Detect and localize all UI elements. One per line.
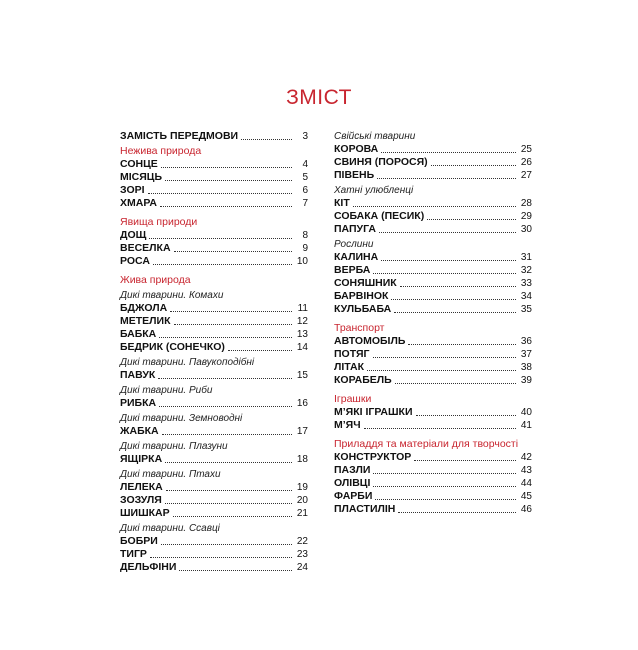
toc-entry-label: ЯЩІРКА	[120, 453, 163, 465]
toc-entry	[120, 535, 308, 548]
toc-entry-page: 23	[296, 549, 308, 560]
toc-entry-page: 34	[520, 291, 532, 302]
toc-subsection-heading: Дикі тварини. Ссавці	[120, 523, 220, 534]
toc-entry-page: 22	[296, 536, 308, 547]
toc-entry-label: РИБКА	[120, 397, 157, 409]
toc-entry	[334, 464, 532, 477]
toc-entry-page: 35	[520, 304, 532, 315]
toc-subsection-heading: Дикі тварини. Плазуни	[120, 441, 228, 452]
dot-leader	[158, 377, 292, 379]
toc-entry-label: ДОЩ	[120, 229, 147, 241]
dot-leader	[165, 179, 292, 181]
dot-leader	[431, 164, 516, 166]
toc-entry	[334, 264, 532, 277]
toc-subsection-heading: Дикі тварини. Птахи	[120, 469, 221, 480]
toc-entry	[334, 169, 532, 182]
toc-subsection-heading: Дикі тварини. Комахи	[120, 290, 224, 301]
toc-entry-page: 44	[520, 478, 532, 489]
dot-leader	[353, 205, 516, 207]
dot-leader	[381, 259, 516, 261]
toc-entry-page: 30	[520, 224, 532, 235]
dot-leader	[427, 218, 516, 220]
toc-entry-label: КОНСТРУКТОР	[334, 451, 412, 463]
toc-entry-page: 41	[520, 420, 532, 431]
toc-entry	[120, 561, 308, 574]
dot-leader	[166, 489, 292, 491]
toc-entry-page: 3	[302, 131, 308, 142]
toc-entry	[120, 507, 308, 520]
toc-entry-page: 25	[520, 144, 532, 155]
toc-entry-label: ЛЕЛЕКА	[120, 481, 163, 493]
dot-leader	[174, 250, 292, 252]
toc-subsection-heading: Дикі тварини. Земноводні	[120, 413, 243, 424]
toc-section-heading: Приладдя та матеріали для творчості	[334, 438, 519, 450]
toc-entry	[120, 184, 308, 197]
toc-entry-label: РОСА	[120, 255, 150, 267]
toc-entry-label: ХМАРА	[120, 197, 157, 209]
toc-entry-page: 33	[520, 278, 532, 289]
dot-leader	[170, 310, 292, 312]
toc-entry-label: СВИНЯ (ПОРОСЯ)	[334, 156, 428, 168]
dot-leader	[375, 498, 516, 500]
toc-section-heading: Іграшки	[334, 393, 372, 405]
dot-leader	[160, 205, 292, 207]
toc-entry	[334, 335, 532, 348]
toc-entry-page: 19	[296, 482, 308, 493]
toc-entry-label: КОРАБЕЛЬ	[334, 374, 392, 386]
dot-leader	[159, 336, 292, 338]
toc-entry	[120, 341, 308, 354]
toc-entry-page: 9	[302, 243, 308, 254]
toc-subsection-heading: Рослини	[334, 239, 374, 250]
toc-entry-page: 46	[520, 504, 532, 515]
toc-entry	[120, 130, 308, 143]
toc-entry-label: ПЛАСТИЛІН	[334, 503, 396, 515]
toc-right-column	[334, 130, 532, 516]
toc-entry-page: 10	[296, 256, 308, 267]
toc-entry	[334, 490, 532, 503]
toc-entry	[120, 369, 308, 382]
dot-leader	[148, 192, 292, 194]
toc-entry-label: ШИШКАР	[120, 507, 170, 519]
toc-section-heading: Транспорт	[334, 322, 385, 334]
toc-entry	[120, 453, 308, 466]
toc-entry	[120, 197, 308, 210]
toc-entry	[334, 348, 532, 361]
toc-entry-page: 38	[520, 362, 532, 373]
toc-entry-label: БЕДРИК (СОНЕЧКО)	[120, 341, 225, 353]
toc-entry	[334, 477, 532, 490]
toc-section-heading: Явища природи	[120, 216, 198, 228]
toc-entry	[334, 197, 532, 210]
dot-leader	[373, 356, 517, 358]
toc-entry-page: 21	[296, 508, 308, 519]
toc-entry	[334, 374, 532, 387]
toc-entry-page: 26	[520, 157, 532, 168]
toc-entry-label: СОНЦЕ	[120, 158, 158, 170]
dot-leader	[416, 414, 517, 416]
dot-leader	[364, 427, 516, 429]
toc-entry-label: ТИГР	[120, 548, 147, 560]
toc-entry-label: ПОТЯГ	[334, 348, 370, 360]
toc-entry	[120, 242, 308, 255]
dot-leader	[153, 263, 292, 265]
toc-entry-label: ЗОРІ	[120, 184, 145, 196]
toc-entry	[334, 451, 532, 464]
dot-leader	[373, 472, 516, 474]
toc-entry-label: СОНЯШНИК	[334, 277, 397, 289]
toc-entry-page: 20	[296, 495, 308, 506]
toc-entry-label: СОБАКА (ПЕСИК)	[334, 210, 425, 222]
toc-entry	[334, 251, 532, 264]
dot-leader	[377, 177, 516, 179]
page-title: ЗМІСТ	[286, 86, 352, 109]
dot-leader	[395, 382, 516, 384]
dot-leader	[159, 405, 292, 407]
toc-entry	[120, 302, 308, 315]
toc-entry-page: 42	[520, 452, 532, 463]
toc-entry	[334, 419, 532, 432]
toc-entry-page: 28	[520, 198, 532, 209]
toc-entry-page: 4	[302, 159, 308, 170]
toc-entry-label: ВЕРБА	[334, 264, 371, 276]
toc-entry	[120, 548, 308, 561]
toc-entry-label: МЕТЕЛИК	[120, 315, 171, 327]
toc-subsection-heading: Хатні улюбленці	[334, 185, 414, 196]
dot-leader	[367, 369, 516, 371]
toc-entry-label: ЗОЗУЛЯ	[120, 494, 162, 506]
toc-entry-page: 14	[296, 342, 308, 353]
toc-subsection-heading: Свійські тварини	[334, 131, 416, 142]
toc-entry	[334, 277, 532, 290]
toc-entry	[120, 494, 308, 507]
dot-leader	[391, 298, 516, 300]
toc-entry-page: 8	[302, 230, 308, 241]
toc-entry-label: М’ЯКІ ІГРАШКИ	[334, 406, 413, 418]
toc-entry	[120, 315, 308, 328]
toc-entry-page: 37	[520, 349, 532, 360]
toc-entry	[334, 303, 532, 316]
toc-entry	[120, 255, 308, 268]
toc-section-heading: Нежива природа	[120, 145, 202, 157]
dot-leader	[165, 502, 292, 504]
toc-entry-label: МІСЯЦЬ	[120, 171, 163, 183]
toc-entry	[334, 156, 532, 169]
toc-subsection-heading: Дикі тварини. Риби	[120, 385, 213, 396]
toc-entry-label: КІТ	[334, 197, 350, 209]
dot-leader	[161, 543, 292, 545]
toc-entry-page: 16	[296, 398, 308, 409]
toc-entry-page: 15	[296, 370, 308, 381]
dot-leader	[150, 556, 292, 558]
toc-section-heading: Жива природа	[120, 274, 191, 286]
toc-entry-label: ФАРБИ	[334, 490, 373, 502]
dot-leader	[379, 231, 516, 233]
dot-leader	[162, 433, 292, 435]
dot-leader	[161, 166, 292, 168]
toc-entry-page: 12	[296, 316, 308, 327]
dot-leader	[394, 311, 516, 313]
toc-entry	[120, 425, 308, 438]
toc-entry	[334, 223, 532, 236]
toc-entry	[334, 361, 532, 374]
dot-leader	[179, 569, 292, 571]
dot-leader	[408, 343, 516, 345]
toc-entry-page: 36	[520, 336, 532, 347]
dot-leader	[373, 272, 516, 274]
toc-entry-page: 29	[520, 211, 532, 222]
toc-entry-label: КОРОВА	[334, 143, 379, 155]
toc-entry-page: 39	[520, 375, 532, 386]
toc-entry	[120, 229, 308, 242]
dot-leader	[173, 515, 292, 517]
toc-entry-page: 5	[302, 172, 308, 183]
toc-entry-label: КАЛИНА	[334, 251, 379, 263]
toc-entry	[120, 481, 308, 494]
toc-entry	[334, 210, 532, 223]
toc-entry-page: 31	[520, 252, 532, 263]
toc-entry-page: 43	[520, 465, 532, 476]
dot-leader	[398, 511, 516, 513]
toc-entry	[120, 171, 308, 184]
toc-entry	[334, 290, 532, 303]
toc-entry-page: 13	[296, 329, 308, 340]
toc-entry	[120, 158, 308, 171]
dot-leader	[165, 461, 292, 463]
dot-leader	[400, 285, 516, 287]
toc-entry-page: 7	[302, 198, 308, 209]
toc-entry-page: 17	[296, 426, 308, 437]
dot-leader	[373, 485, 516, 487]
toc-entry-page: 32	[520, 265, 532, 276]
toc-entry-page: 18	[296, 454, 308, 465]
dot-leader	[414, 459, 516, 461]
toc-entry-label: ПАВУК	[120, 369, 156, 381]
dot-leader	[241, 138, 292, 140]
toc-entry-label: ЛІТАК	[334, 361, 365, 373]
toc-entry-page: 45	[520, 491, 532, 502]
toc-entry-label: ПАЗЛИ	[334, 464, 371, 476]
dot-leader	[174, 323, 293, 325]
toc-entry-label: ПАПУГА	[334, 223, 376, 235]
toc-entry	[334, 503, 532, 516]
toc-left-column	[120, 130, 308, 574]
toc-entry-label: ЗАМІСТЬ ПЕРЕДМОВИ	[120, 130, 239, 142]
toc-entry-label: БОБРИ	[120, 535, 158, 547]
toc-entry	[334, 406, 532, 419]
toc-entry	[120, 397, 308, 410]
toc-entry-label: ДЕЛЬФІНИ	[120, 561, 177, 573]
toc-entry-page: 27	[520, 170, 532, 181]
toc-entry-label: КУЛЬБАБА	[334, 303, 392, 315]
toc-entry	[334, 143, 532, 156]
toc-entry-label: ВЕСЕЛКА	[120, 242, 171, 254]
toc-entry-page: 40	[520, 407, 532, 418]
toc-entry-label: БАРВІНОК	[334, 290, 389, 302]
toc-entry-page: 11	[297, 303, 308, 314]
toc-entry-label: М’ЯЧ	[334, 419, 361, 431]
toc-subsection-heading: Дикі тварини. Павукоподібні	[120, 357, 255, 368]
dot-leader	[149, 237, 292, 239]
toc-entry-label: БАБКА	[120, 328, 157, 340]
toc-entry-label: БДЖОЛА	[120, 302, 168, 314]
toc-entry-label: ОЛІВЦІ	[334, 477, 371, 489]
dot-leader	[381, 151, 516, 153]
toc-entry-label: ЖАБКА	[120, 425, 159, 437]
toc-entry-label: АВТОМОБІЛЬ	[334, 335, 406, 347]
dot-leader	[228, 349, 292, 351]
toc-entry-page: 6	[302, 185, 308, 196]
toc-entry	[120, 328, 308, 341]
toc-entry-page: 24	[296, 562, 308, 573]
toc-entry-label: ПІВЕНЬ	[334, 169, 375, 181]
